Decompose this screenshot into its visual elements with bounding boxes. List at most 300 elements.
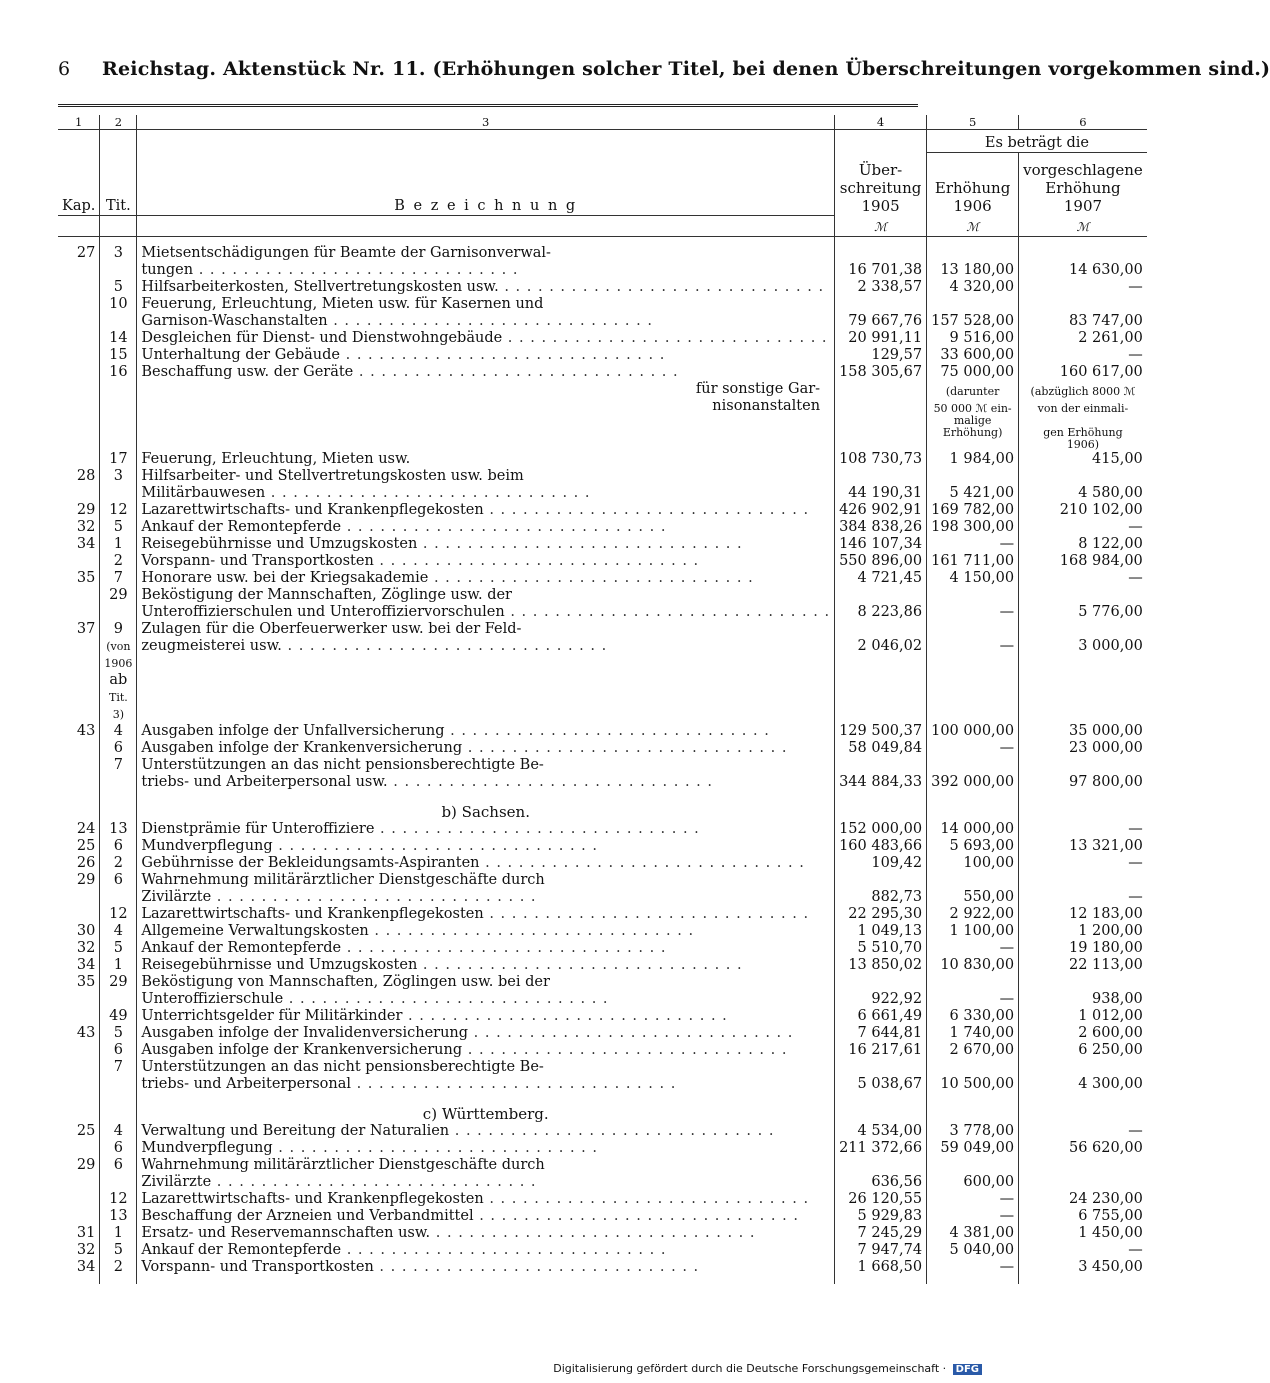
description-cell: [137, 1259, 835, 1276]
description-text: Vorspann- und Transportkosten . . .: [141, 1259, 830, 1276]
erhoehung-1907-cell: 6 250,00: [1019, 1042, 1147, 1059]
kap-cell: 28: [76, 467, 96, 484]
col6-header: vorgeschlagene Erhöhung 1907: [1019, 153, 1147, 216]
erhoehung-1907-cell: 14 630,00: [1019, 262, 1147, 279]
ueberschreitung-1905-cell: 2 046,02: [835, 638, 927, 655]
description-text: Beschaffung usw. der Geräte . . .: [141, 364, 830, 381]
kap-cell: 25: [76, 1122, 96, 1139]
erhoehung-1907-cell: 19 180,00: [1019, 940, 1147, 957]
erhoehung-1907-cell: [1019, 468, 1147, 485]
description-cell: [137, 587, 835, 604]
tit-cell: Tit. 3): [100, 689, 137, 723]
erhoehung-1907-cell: 83 747,00: [1019, 313, 1147, 330]
tit-cell: [100, 485, 137, 502]
table-row: [58, 957, 1147, 974]
section-heading: c) Württemberg.: [137, 1093, 835, 1123]
footer-text: Digitalisierung gefördert durch die Deutsche Forschungsgemeinschaft ·: [553, 1362, 947, 1375]
tit-cell: 12: [100, 906, 137, 923]
dfg-logo: DFG: [953, 1364, 982, 1375]
description-text: triebs- und Arbeiterpersonal . . .: [141, 1076, 830, 1093]
kap-cell: [58, 1140, 100, 1157]
erhoehung-1906-cell: —: [927, 740, 1019, 757]
description-cell: [137, 923, 835, 940]
table-row: [58, 468, 1147, 485]
description-cell: [137, 1076, 835, 1093]
erhoehung-1906-cell: 4 150,00: [927, 570, 1019, 587]
erhoehung-1906-cell: [927, 974, 1019, 991]
erhoehung-1906-cell: 13 180,00: [927, 262, 1019, 279]
erhoehung-1906-cell: 9 516,00: [927, 330, 1019, 347]
erhoehung-1907-cell: gen Erhöhung: [1019, 415, 1147, 439]
budget-table: [58, 115, 1147, 1284]
table-row: [58, 1259, 1147, 1276]
erhoehung-1907-cell: —: [1019, 1123, 1147, 1140]
ueberschreitung-1905-cell: 922,92: [835, 991, 927, 1008]
ueberschreitung-1905-cell: 44 190,31: [835, 485, 927, 502]
description-text: Wahrnehmung militärärztlicher Dienstgeschäfte durch: [141, 871, 545, 888]
erhoehung-1906-cell: 5 693,00: [927, 838, 1019, 855]
table-row: [58, 638, 1147, 655]
description-text: Hilfsarbeiterkosten, Stellvertretungskosten usw. . . .: [141, 279, 830, 296]
tit-cell: (von: [100, 638, 137, 655]
description-text: Honorare usw. bei der Kriegsakademie . . .: [141, 570, 830, 587]
description-text: nisonanstalten: [712, 397, 821, 414]
erhoehung-1907-cell: —: [1019, 279, 1147, 296]
ueberschreitung-1905-cell: [835, 245, 927, 262]
erhoehung-1907-cell: 160 617,00: [1019, 364, 1147, 381]
erhoehung-1907-cell: [1019, 974, 1147, 991]
kap-cell: [58, 398, 100, 415]
ueberschreitung-1905-cell: 5 929,83: [835, 1208, 927, 1225]
kap-cell: [58, 1059, 100, 1076]
erhoehung-1906-cell: (darunter: [927, 381, 1019, 398]
description-cell: [137, 245, 835, 262]
kap-cell: [58, 757, 100, 774]
erhoehung-1906-cell: 2 922,00: [927, 906, 1019, 923]
ueberschreitung-1905-cell: 26 120,55: [835, 1191, 927, 1208]
erhoehung-1906-cell: —: [927, 991, 1019, 1008]
erhoehung-1906-cell: 1 740,00: [927, 1025, 1019, 1042]
tit-cell: 12: [100, 1191, 137, 1208]
description-cell: [137, 672, 835, 689]
erhoehung-1906-cell: [927, 587, 1019, 604]
tit-cell: [100, 313, 137, 330]
description-cell: [137, 1208, 835, 1225]
ueberschreitung-1905-cell: 108 730,73: [835, 451, 927, 468]
description-cell: [137, 991, 835, 1008]
ueberschreitung-1905-cell: [835, 672, 927, 689]
kap-cell: 29: [76, 501, 96, 518]
page-number: 6: [58, 58, 71, 80]
unit-row: [58, 215, 1147, 236]
description-text: Gebührnisse der Bekleidungsamts-Aspiranten . . .: [141, 855, 830, 872]
table-row: [58, 991, 1147, 1008]
erhoehung-1906-cell: [927, 439, 1019, 451]
erhoehung-1907-cell: 938,00: [1019, 991, 1147, 1008]
erhoehung-1906-cell: [927, 621, 1019, 638]
footer-credit: [553, 1362, 982, 1375]
erhoehung-1906-cell: 75 000,00: [927, 364, 1019, 381]
description-cell: [137, 1242, 835, 1259]
description-cell: [137, 1042, 835, 1059]
kap-cell: [58, 485, 100, 502]
description-cell: [137, 1157, 835, 1174]
description-text: Lazarettwirtschafts- und Krankenpflegekosten . . .: [141, 1191, 830, 1208]
description-text: Reisegebührnisse und Umzugskosten . . .: [141, 536, 830, 553]
tit-cell: [100, 381, 137, 398]
section-heading: b) Sachsen.: [137, 791, 835, 821]
kap-cell: [58, 672, 100, 689]
erhoehung-1906-cell: [927, 245, 1019, 262]
section-heading-row: [58, 791, 1147, 821]
ueberschreitung-1905-cell: 2 338,57: [835, 279, 927, 296]
description-cell: [137, 889, 835, 906]
table-row: [58, 519, 1147, 536]
description-cell: [137, 1008, 835, 1025]
tit-cell: 1: [100, 1225, 137, 1242]
ueberschreitung-1905-cell: 20 991,11: [835, 330, 927, 347]
tit-cell: [100, 262, 137, 279]
description-cell: [137, 519, 835, 536]
erhoehung-1906-cell: 6 330,00: [927, 1008, 1019, 1025]
description-cell: [137, 439, 835, 451]
description-cell: [137, 398, 835, 415]
bezeichnung-header: B e z e i c h n u n g: [137, 130, 835, 216]
description-text: Zulagen für die Oberfeuerwerker usw. bei der Feld-: [141, 620, 522, 637]
erhoehung-1906-cell: [927, 757, 1019, 774]
kap-cell: [58, 655, 100, 672]
table-row: [58, 821, 1147, 838]
erhoehung-1906-cell: 100,00: [927, 855, 1019, 872]
ueberschreitung-1905-cell: [835, 689, 927, 723]
ueberschreitung-1905-cell: [835, 381, 927, 398]
erhoehung-1906-cell: 198 300,00: [927, 519, 1019, 536]
description-cell: [137, 536, 835, 553]
description-cell: [137, 502, 835, 519]
ueberschreitung-1905-cell: 7 644,81: [835, 1025, 927, 1042]
kap-cell: [58, 689, 100, 723]
erhoehung-1907-cell: 1906): [1019, 439, 1147, 451]
erhoehung-1907-cell: —: [1019, 821, 1147, 838]
tit-cell: 5: [100, 940, 137, 957]
table-row: [58, 296, 1147, 313]
ueberschreitung-1905-cell: [835, 757, 927, 774]
kap-cell: 37: [76, 620, 96, 637]
tit-cell: 29: [100, 974, 137, 991]
erhoehung-1907-cell: 1 450,00: [1019, 1225, 1147, 1242]
ueberschreitung-1905-cell: [835, 398, 927, 415]
tit-cell: 4: [100, 723, 137, 740]
table-row: [58, 1059, 1147, 1076]
description-cell: [137, 723, 835, 740]
tit-cell: 1: [100, 536, 137, 553]
description-text: Garnison-Waschanstalten . . .: [141, 313, 830, 330]
description-cell: [137, 655, 835, 672]
table-row: [58, 536, 1147, 553]
kap-cell: 32: [76, 518, 96, 535]
kap-cell: [58, 279, 100, 296]
table-row: [58, 872, 1147, 889]
description-cell: [137, 974, 835, 991]
erhoehung-1907-cell: —: [1019, 347, 1147, 364]
ueberschreitung-1905-cell: 426 902,91: [835, 502, 927, 519]
ueberschreitung-1905-cell: [835, 468, 927, 485]
erhoehung-1906-cell: 14 000,00: [927, 821, 1019, 838]
erhoehung-1906-cell: [927, 468, 1019, 485]
ueberschreitung-1905-cell: 7 245,29: [835, 1225, 927, 1242]
description-cell: [137, 485, 835, 502]
ueberschreitung-1905-cell: 16 217,61: [835, 1042, 927, 1059]
erhoehung-1907-cell: [1019, 621, 1147, 638]
erhoehung-1906-cell: 4 320,00: [927, 279, 1019, 296]
kap-cell: [58, 587, 100, 604]
erhoehung-1906-cell: malige Erhöhung): [927, 415, 1019, 439]
tit-cell: 6: [100, 838, 137, 855]
tit-cell: [100, 1076, 137, 1093]
tit-cell: 29: [100, 587, 137, 604]
table-row: [58, 381, 1147, 398]
kap-cell: [58, 604, 100, 621]
tit-cell: 9: [100, 621, 137, 638]
erhoehung-1906-cell: —: [927, 940, 1019, 957]
kap-cell: 24: [76, 820, 96, 837]
erhoehung-1906-cell: [927, 672, 1019, 689]
description-text: Beschaffung der Arzneien und Verbandmittel . . .: [141, 1208, 830, 1225]
erhoehung-1906-cell: 4 381,00: [927, 1225, 1019, 1242]
description-cell: [137, 364, 835, 381]
ueberschreitung-1905-cell: 129,57: [835, 347, 927, 364]
description-text: Ankauf der Remontepferde . . .: [141, 940, 830, 957]
erhoehung-1906-cell: 392 000,00: [927, 774, 1019, 791]
erhoehung-1906-cell: [927, 655, 1019, 672]
erhoehung-1906-cell: [927, 689, 1019, 723]
kap-cell: [58, 451, 100, 468]
description-text: Ankauf der Remontepferde . . .: [141, 1242, 830, 1259]
description-cell: [137, 638, 835, 655]
table-row: [58, 313, 1147, 330]
description-text: Ausgaben infolge der Unfallversicherung . . .: [141, 723, 830, 740]
group-header-row: [58, 130, 1147, 153]
description-text: Unterstützungen an das nicht pensionsberechtigte Be-: [141, 756, 544, 773]
tit-cell: 1906: [100, 655, 137, 672]
description-cell: [137, 415, 835, 439]
kap-cell: 25: [76, 837, 96, 854]
tit-cell: 10: [100, 296, 137, 313]
description-text: Dienstprämie für Unteroffiziere . . .: [141, 821, 830, 838]
kap-cell: 29: [76, 871, 96, 888]
erhoehung-1907-cell: [1019, 245, 1147, 262]
tit-cell: 6: [100, 740, 137, 757]
tit-cell: [100, 439, 137, 451]
table-row: [58, 1140, 1147, 1157]
kap-cell: [58, 906, 100, 923]
erhoehung-1907-cell: 22 113,00: [1019, 957, 1147, 974]
kap-cell: 32: [76, 939, 96, 956]
erhoehung-1906-cell: [927, 296, 1019, 313]
erhoehung-1907-cell: 13 321,00: [1019, 838, 1147, 855]
description-text: Ankauf der Remontepferde . . .: [141, 519, 830, 536]
description-text: Mundverpflegung . . .: [141, 838, 830, 855]
erhoehung-1907-cell: 24 230,00: [1019, 1191, 1147, 1208]
tit-cell: 3: [100, 468, 137, 485]
kap-cell: [58, 296, 100, 313]
tit-cell: [100, 889, 137, 906]
tit-cell: 6: [100, 1140, 137, 1157]
erhoehung-1907-cell: 2 261,00: [1019, 330, 1147, 347]
tit-cell: 1: [100, 957, 137, 974]
table-row: [58, 604, 1147, 621]
table-row: [58, 279, 1147, 296]
erhoehung-1907-cell: 35 000,00: [1019, 723, 1147, 740]
tit-cell: 6: [100, 1042, 137, 1059]
erhoehung-1906-cell: 1 984,00: [927, 451, 1019, 468]
table-row: [58, 439, 1147, 451]
description-cell: [137, 774, 835, 791]
kap-cell: 27: [76, 244, 96, 261]
tit-cell: 15: [100, 347, 137, 364]
ueberschreitung-1905-cell: [835, 621, 927, 638]
colnum-5: 5: [927, 115, 1019, 130]
erhoehung-1907-cell: 8 122,00: [1019, 536, 1147, 553]
tit-header: Tit.: [100, 130, 137, 216]
erhoehung-1907-cell: [1019, 1059, 1147, 1076]
erhoehung-1906-cell: 5 040,00: [927, 1242, 1019, 1259]
tit-cell: [100, 604, 137, 621]
page-title: Reichstag. Aktenstück Nr. 11. (Erhöhungen solcher Titel, bei denen Überschreitungen vorgekommen sind.): [102, 58, 1270, 80]
tit-cell: ab: [100, 672, 137, 689]
description-text: triebs- und Arbeiterpersonal usw. . . .: [141, 774, 830, 791]
tit-cell: 5: [100, 1025, 137, 1042]
tit-cell: 4: [100, 923, 137, 940]
table-row: [58, 906, 1147, 923]
description-text: Allgemeine Verwaltungskosten . . .: [141, 923, 830, 940]
kap-cell: 31: [76, 1224, 96, 1241]
tit-cell: 16: [100, 364, 137, 381]
erhoehung-1906-cell: —: [927, 1191, 1019, 1208]
description-text: Ersatz- und Reservemannschaften usw. . . .: [141, 1225, 830, 1242]
description-text: Desgleichen für Dienst- und Dienstwohngebäude . . .: [141, 330, 830, 347]
erhoehung-1906-cell: [927, 1157, 1019, 1174]
table-row: [58, 838, 1147, 855]
table-row: [58, 1042, 1147, 1059]
erhoehung-1906-cell: 3 778,00: [927, 1123, 1019, 1140]
colnum-2: 2: [100, 115, 137, 130]
description-text: Unteroffizierschulen und Unteroffiziervorschulen . . .: [141, 604, 830, 621]
kap-cell: [58, 381, 100, 398]
erhoehung-1907-cell: 4 580,00: [1019, 485, 1147, 502]
table-row: [58, 740, 1147, 757]
ueberschreitung-1905-cell: 158 305,67: [835, 364, 927, 381]
erhoehung-1907-cell: 56 620,00: [1019, 1140, 1147, 1157]
kap-cell: [58, 1008, 100, 1025]
tit-cell: 14: [100, 330, 137, 347]
description-cell: [137, 1191, 835, 1208]
kap-cell: [58, 553, 100, 570]
description-cell: [137, 604, 835, 621]
ueberschreitung-1905-cell: [835, 439, 927, 451]
ueberschreitung-1905-cell: [835, 872, 927, 889]
tit-cell: 3: [100, 245, 137, 262]
description-text: Lazarettwirtschafts- und Krankenpflegekosten . . .: [141, 502, 830, 519]
kap-cell: [58, 1042, 100, 1059]
table-row: [58, 974, 1147, 991]
erhoehung-1907-cell: 1 012,00: [1019, 1008, 1147, 1025]
table-row: [58, 889, 1147, 906]
description-text: Zivilärzte . . .: [141, 889, 830, 906]
group-header: Es beträgt die: [927, 130, 1147, 153]
erhoehung-1907-cell: [1019, 872, 1147, 889]
description-cell: [137, 296, 835, 313]
ueberschreitung-1905-cell: 22 295,30: [835, 906, 927, 923]
kap-cell: [58, 889, 100, 906]
description-cell: [137, 313, 835, 330]
tit-cell: 7: [100, 1059, 137, 1076]
ueberschreitung-1905-cell: 160 483,66: [835, 838, 927, 855]
description-text: Unterrichtsgelder für Militärkinder . . .: [141, 1008, 830, 1025]
description-text: Beköstigung der Mannschaften, Zöglinge usw. der: [141, 586, 512, 603]
erhoehung-1906-cell: 157 528,00: [927, 313, 1019, 330]
colnum-3: 3: [137, 115, 835, 130]
table-row: [58, 1157, 1147, 1174]
table-row: [58, 1242, 1147, 1259]
erhoehung-1907-cell: —: [1019, 855, 1147, 872]
ueberschreitung-1905-cell: [835, 296, 927, 313]
kap-cell: [58, 638, 100, 655]
description-cell: [137, 872, 835, 889]
table-row: [58, 502, 1147, 519]
ueberschreitung-1905-cell: 146 107,34: [835, 536, 927, 553]
ueberschreitung-1905-cell: [835, 1059, 927, 1076]
erhoehung-1906-cell: 550,00: [927, 889, 1019, 906]
erhoehung-1906-cell: 10 500,00: [927, 1076, 1019, 1093]
erhoehung-1906-cell: —: [927, 536, 1019, 553]
tit-cell: [100, 1174, 137, 1191]
kap-cell: 34: [76, 1258, 96, 1275]
ueberschreitung-1905-cell: 129 500,37: [835, 723, 927, 740]
tit-cell: 4: [100, 1123, 137, 1140]
kap-cell: 29: [76, 1156, 96, 1173]
kap-cell: [58, 774, 100, 791]
ueberschreitung-1905-cell: 1 049,13: [835, 923, 927, 940]
table-row: [58, 1025, 1147, 1042]
table-row: [58, 1076, 1147, 1093]
table-row: [58, 262, 1147, 279]
table-row: [58, 485, 1147, 502]
kap-cell: 34: [76, 535, 96, 552]
erhoehung-1907-cell: [1019, 672, 1147, 689]
kap-cell: 30: [76, 922, 96, 939]
erhoehung-1907-cell: 97 800,00: [1019, 774, 1147, 791]
table-row: [58, 415, 1147, 439]
erhoehung-1906-cell: 1 100,00: [927, 923, 1019, 940]
ueberschreitung-1905-cell: 152 000,00: [835, 821, 927, 838]
erhoehung-1907-cell: [1019, 689, 1147, 723]
tit-cell: 7: [100, 757, 137, 774]
erhoehung-1906-cell: —: [927, 638, 1019, 655]
description-text: Feuerung, Erleuchtung, Mieten usw. für Kasernen und: [141, 295, 544, 312]
erhoehung-1907-cell: [1019, 587, 1147, 604]
ueberschreitung-1905-cell: 16 701,38: [835, 262, 927, 279]
ueberschreitung-1905-cell: 344 884,33: [835, 774, 927, 791]
erhoehung-1907-cell: [1019, 296, 1147, 313]
erhoehung-1906-cell: 100 000,00: [927, 723, 1019, 740]
table-row: [58, 723, 1147, 740]
description-text: Verwaltung und Bereitung der Naturalien . . .: [141, 1123, 830, 1140]
page-header: [40, 52, 1270, 86]
description-text: Beköstigung von Mannschaften, Zöglingen usw. bei der: [141, 973, 550, 990]
description-cell: [137, 262, 835, 279]
erhoehung-1907-cell: —: [1019, 519, 1147, 536]
